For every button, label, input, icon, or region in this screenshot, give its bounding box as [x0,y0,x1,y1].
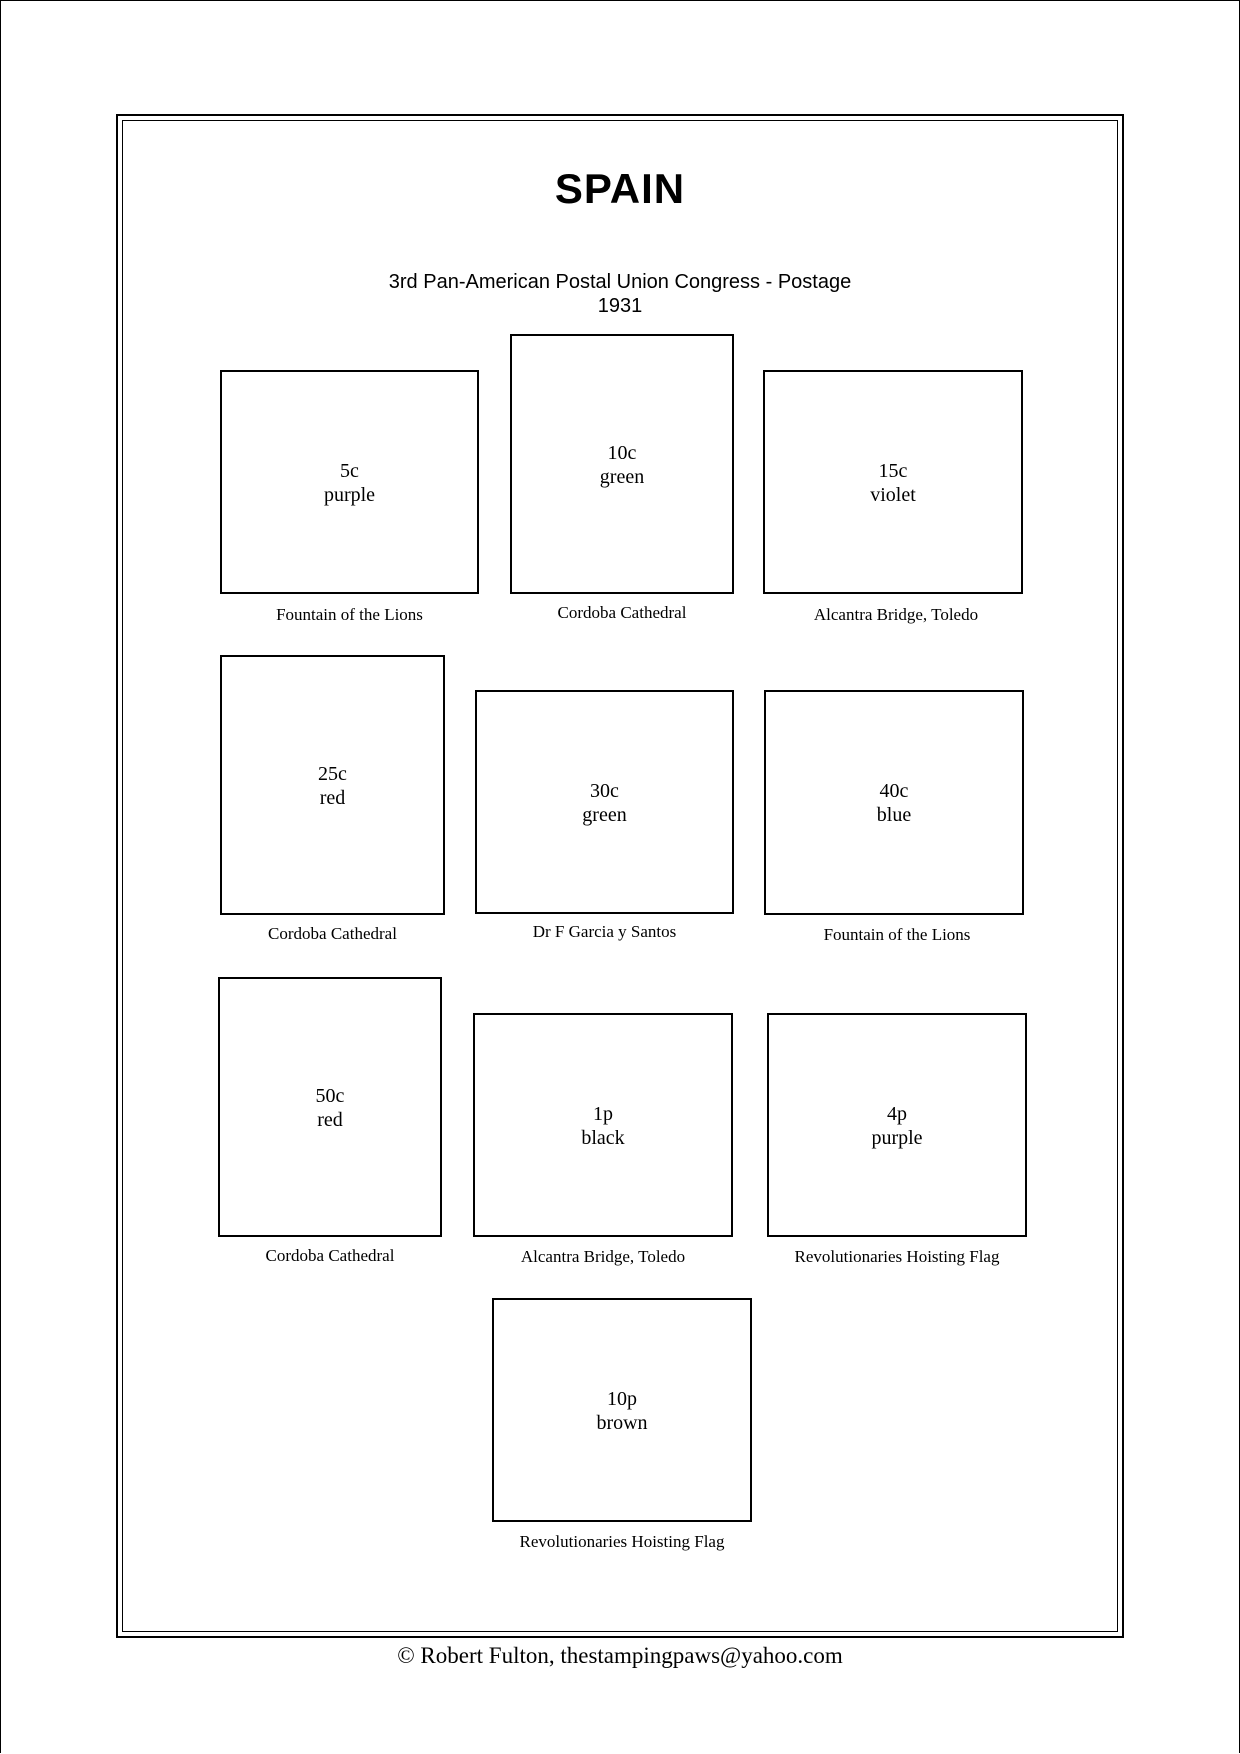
stamp-value: 10c [607,442,637,464]
page-subtitle [0,270,1240,318]
stamp-color: green [582,804,627,826]
stamp-box [218,977,442,1237]
page-title: SPAIN [554,165,686,212]
stamp-box [767,1013,1027,1237]
stamp-color: red [319,787,346,809]
stamp-box [492,1298,752,1522]
stamp-color: green [599,466,645,488]
stamp-color: brown [596,1412,648,1434]
stamp-box [220,655,445,915]
stamp-caption: Revolutionaries Hoisting Flag [794,1247,1000,1266]
stamp-caption: Cordoba Cathedral [265,1246,395,1265]
stamp-box [763,370,1023,594]
stamp-value: 50c [315,1085,345,1107]
stamp-caption: Fountain of the Lions [823,925,971,944]
stamp-color: purple [871,1127,923,1149]
stamp-caption: Revolutionaries Hoisting Flag [519,1532,725,1551]
stamp-box [475,690,734,914]
stamp-caption: Cordoba Cathedral [557,603,687,622]
stamp-color: purple [323,484,376,506]
stamp-value: 30c [590,780,619,802]
stamp-caption: Alcantra Bridge, Toledo [813,605,979,624]
stamp-value: 10p [607,1388,637,1410]
stamp-color: red [317,1109,343,1131]
subtitle-year: 1931 [597,295,643,317]
stamp-caption: Alcantra Bridge, Toledo [520,1247,686,1266]
stamp-value: 1p [593,1103,613,1125]
stamp-color: blue [876,804,912,826]
copyright-footer: © Robert Fulton, thestampingpaws@yahoo.com [397,1643,843,1668]
stamp-caption: Dr F Garcia y Santos [532,922,677,941]
stamp-caption: Cordoba Cathedral [268,924,397,943]
stamp-value: 15c [878,460,908,482]
stamp-box [510,334,734,594]
stamp-box [764,690,1024,915]
stamp-box [473,1013,733,1237]
stamp-box [220,370,479,594]
stamp-color: violet [870,484,916,506]
stamp-value: 4p [887,1103,907,1125]
stamp-color: black [581,1127,625,1149]
stamp-value: 40c [879,780,909,802]
subtitle-issue: 3rd Pan-American Postal Union Congress - Postage [388,271,852,293]
stamp-value: 5c [340,460,359,482]
stamp-value: 25c [318,763,347,785]
stamp-caption: Fountain of the Lions [276,605,423,624]
